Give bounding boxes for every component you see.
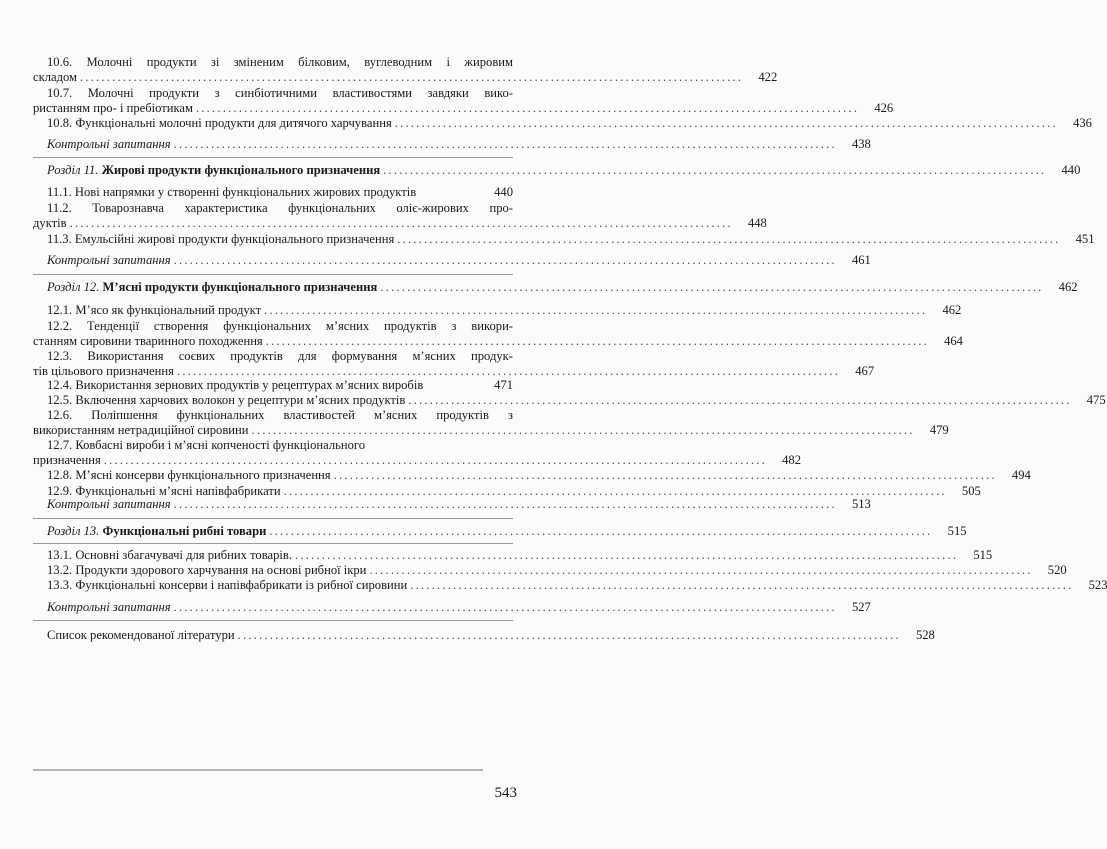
dot-leader: ............................................................................................................................ bbox=[333, 468, 997, 482]
toc-entry-questions-11[interactable] bbox=[33, 253, 871, 268]
entry-row bbox=[33, 253, 871, 268]
toc-entry-11-3[interactable] bbox=[33, 232, 1095, 247]
page-ref: 438 bbox=[851, 137, 871, 151]
entry-text-line2-row bbox=[33, 423, 949, 438]
entry-text-line1: 12.6. Поліпшення функціональних властивостей м’ясних продуктів з bbox=[47, 408, 513, 422]
toc-entry-questions-10[interactable] bbox=[33, 137, 871, 152]
toc-entry-12-8[interactable] bbox=[33, 468, 1031, 483]
chapter-row bbox=[33, 163, 1081, 178]
entry-text-line1: 12.3. Використання соєвих продуктів для формування м’ясних продук- bbox=[47, 349, 513, 363]
entry-text-line2-row bbox=[33, 101, 894, 116]
dot-leader: ............................................................................................................................ bbox=[251, 423, 915, 437]
entry-row bbox=[33, 563, 1067, 578]
entry-row bbox=[33, 578, 1107, 593]
toc-entry-10-6[interactable] bbox=[33, 55, 778, 85]
divider bbox=[33, 620, 513, 621]
entry-row bbox=[33, 393, 1106, 408]
toc-entry-12-3[interactable] bbox=[33, 349, 875, 379]
entry-row bbox=[33, 185, 513, 200]
dot-leader: ............................................................................................................................ bbox=[69, 216, 733, 230]
dot-leader: ............................................................................................................................ bbox=[173, 497, 837, 511]
toc-entry-12-6[interactable] bbox=[33, 408, 949, 438]
dot-leader: ............................................................................................................................ bbox=[237, 628, 901, 642]
toc-entry-10-7[interactable] bbox=[33, 86, 894, 116]
toc-entry-12-2[interactable] bbox=[33, 319, 963, 349]
chapter-title: М’ясні продукти функціонального призначення bbox=[102, 280, 378, 294]
footer-rule bbox=[33, 769, 483, 771]
page-ref: 440 bbox=[494, 185, 513, 199]
dot-leader: ............................................................................................................................ bbox=[380, 280, 1044, 294]
page-ref: 422 bbox=[758, 70, 778, 84]
entry-text-line1: 10.7. Молочні продукти з синбіотичними властивостями завдяки вико- bbox=[47, 86, 513, 100]
entry-text-line2: складом bbox=[33, 70, 78, 84]
entry-text-line2: дуктів bbox=[33, 216, 67, 230]
toc-entry-10-8[interactable] bbox=[33, 116, 1092, 131]
page-ref: 462 bbox=[1058, 280, 1078, 294]
page-ref: 426 bbox=[874, 101, 894, 115]
entry-row bbox=[33, 600, 871, 615]
entry-text-line1: 11.2. Товарознавча характеристика функціональних оліє-жирових про- bbox=[47, 201, 513, 215]
page-ref: 471 bbox=[494, 378, 513, 392]
chapter-heading bbox=[47, 163, 380, 178]
entry-row bbox=[33, 548, 993, 563]
dot-leader: ............................................................................................................................ bbox=[195, 101, 860, 115]
entry-row bbox=[33, 468, 1031, 483]
dot-leader: ............................................................................................................................ bbox=[410, 578, 1074, 592]
divider bbox=[33, 157, 513, 158]
toc-entry-12-7[interactable] bbox=[33, 438, 801, 468]
page-ref: 467 bbox=[855, 364, 875, 378]
toc-chapter-11[interactable] bbox=[33, 163, 1081, 178]
entry-text-line1: 10.6. Молочні продукти зі зміненим білковим, вуглеводним і жировим bbox=[47, 55, 513, 69]
divider bbox=[33, 518, 513, 519]
entry-text-line2-row bbox=[33, 334, 963, 349]
page-ref: 505 bbox=[961, 484, 981, 498]
toc-entry-12-1[interactable] bbox=[33, 303, 962, 318]
dot-leader: ............................................................................................................................ bbox=[80, 70, 744, 84]
dot-leader: ............................................................................................................................ bbox=[383, 163, 1047, 177]
divider bbox=[33, 543, 513, 544]
chapter-heading bbox=[47, 280, 377, 295]
dot-leader: ............................................................................................................................ bbox=[264, 303, 928, 317]
chapter-title: Жирові продукти функціонального призначення bbox=[101, 163, 381, 177]
page-ref: 479 bbox=[929, 423, 949, 437]
entry-row bbox=[33, 303, 962, 318]
page-ref: 464 bbox=[944, 334, 963, 348]
entry-text: 12.8. М’ясні консерви функціонального призначення bbox=[47, 468, 331, 482]
chapter-row bbox=[33, 280, 1078, 295]
page-ref: 436 bbox=[1073, 116, 1092, 130]
page-ref: 515 bbox=[947, 524, 967, 538]
entry-text: 10.8. Функціональні молочні продукти для дитячого харчування bbox=[47, 116, 392, 130]
toc-chapter-12[interactable] bbox=[33, 280, 1078, 295]
entry-text: Контрольні запитання bbox=[47, 253, 171, 267]
toc-entry-questions-13[interactable] bbox=[33, 600, 871, 615]
dot-leader: ............................................................................................................................ bbox=[176, 364, 841, 378]
entry-text: 12.5. Включення харчових волокон у рецептури м’ясних продуктів bbox=[47, 393, 406, 407]
entry-text: Контрольні запитання bbox=[47, 137, 171, 151]
entry-text: 12.9. Функціональні м’ясні напівфабрикати bbox=[47, 484, 281, 498]
entry-text: 11.1. Нові напрямки у створенні функціональних жирових продуктів bbox=[47, 185, 417, 199]
page-ref: 494 bbox=[1011, 468, 1031, 482]
entry-text: 12.4. Використання зернових продуктів у рецептурах м’ясних виробів bbox=[47, 378, 424, 392]
entry-text-line2-row bbox=[33, 216, 767, 231]
toc-entry-13-2[interactable] bbox=[33, 563, 1067, 578]
dot-leader: ............................................................................................................................ bbox=[173, 137, 837, 151]
page-ref: 482 bbox=[782, 453, 801, 467]
chapter-prefix: Розділ 11. bbox=[47, 163, 99, 177]
entry-text: 13.1. Основні збагачувачі для рибних товарів. bbox=[47, 548, 292, 562]
page-ref: 475 bbox=[1086, 393, 1106, 407]
entry-text-line1: 12.2. Тенденції створення функціональних м’ясних продуктів з викори- bbox=[47, 319, 513, 333]
toc-entry-11-1[interactable] bbox=[33, 185, 513, 200]
page-ref: 528 bbox=[915, 628, 935, 642]
page-number: 543 bbox=[494, 785, 517, 801]
dot-leader: ............................................................................................................................ bbox=[265, 334, 929, 348]
toc-chapter-13[interactable] bbox=[33, 524, 967, 539]
page-ref: 527 bbox=[851, 600, 871, 614]
entry-row bbox=[33, 137, 871, 152]
dot-leader: ............................................................................................................................ bbox=[397, 232, 1061, 246]
dot-leader: ............................................................................................................................ bbox=[283, 484, 947, 498]
entry-text: 13.2. Продукти здорового харчування на основі рибної ікри bbox=[47, 563, 367, 577]
dot-leader: ............................................................................................................................ bbox=[103, 453, 767, 467]
toc-entry-13-1[interactable] bbox=[33, 548, 993, 563]
page-ref: 520 bbox=[1047, 563, 1067, 577]
page-ref: 513 bbox=[851, 497, 871, 511]
entry-text-line2: станням сировини тваринного походження bbox=[33, 334, 263, 348]
entry-text: 12.1. М’ясо як функціональний продукт bbox=[47, 303, 262, 317]
page-ref: 448 bbox=[747, 216, 767, 230]
entry-row bbox=[33, 628, 935, 643]
entry-row bbox=[33, 378, 513, 393]
chapter-row bbox=[33, 524, 967, 539]
dot-leader: ............................................................................................................................ bbox=[269, 524, 933, 538]
page-ref: 462 bbox=[942, 303, 962, 317]
entry-text-line2: використанням нетрадиційної сировини bbox=[33, 423, 249, 437]
dot-leader: ............................................................................................................................ bbox=[408, 393, 1072, 407]
toc-entry-11-2[interactable] bbox=[33, 201, 767, 231]
toc-entry-13-3[interactable] bbox=[33, 578, 1107, 593]
entry-text-line2: ристанням про- і пребіотикам bbox=[33, 101, 193, 115]
toc-entry-12-5[interactable] bbox=[33, 393, 1106, 408]
chapter-prefix: Розділ 12. bbox=[47, 280, 100, 294]
entry-text-line2: тів цільового призначення bbox=[33, 364, 174, 378]
entry-text: 13.3. Функціональні консерви і напівфабрикати із рибної сировини bbox=[47, 578, 408, 592]
entry-text: Контрольні запитання bbox=[47, 600, 171, 614]
chapter-heading bbox=[47, 524, 266, 539]
page-ref: 451 bbox=[1075, 232, 1095, 246]
dot-leader: ............................................................................................................................ bbox=[173, 600, 837, 614]
toc-entry-12-4[interactable] bbox=[33, 378, 513, 393]
entry-text-line1: 12.7. Ковбасні вироби і м’ясні копченості функціонального bbox=[47, 438, 366, 452]
toc-entry-literature[interactable] bbox=[33, 628, 935, 643]
entry-text-line2-row bbox=[33, 453, 801, 468]
chapter-title: Функціональні рибні товари bbox=[102, 524, 267, 538]
entry-text: 11.3. Емульсійні жирові продукти функціонального призначення bbox=[47, 232, 395, 246]
dot-leader: ............................................................................................................................ bbox=[173, 253, 837, 267]
entry-row bbox=[33, 116, 1092, 131]
page-ref: 440 bbox=[1061, 163, 1081, 177]
entry-text-line2: призначення bbox=[33, 453, 101, 467]
entry-row bbox=[33, 497, 871, 512]
page-ref: 515 bbox=[973, 548, 993, 562]
page-ref: 523 bbox=[1088, 578, 1107, 592]
dot-leader: ............................................................................................................................ bbox=[394, 116, 1058, 130]
toc-entry-questions-12[interactable] bbox=[33, 497, 871, 512]
dot-leader: ............................................................................................................................ bbox=[295, 548, 959, 562]
dot-leader: ............................................................................................................................ bbox=[369, 563, 1033, 577]
entry-row bbox=[33, 232, 1095, 247]
entry-text: Список рекомендованої літератури bbox=[47, 628, 235, 642]
entry-text-line2-row bbox=[33, 364, 875, 379]
page-ref: 461 bbox=[851, 253, 871, 267]
entry-text-line2-row bbox=[33, 70, 778, 85]
entry-text: Контрольні запитання bbox=[47, 497, 171, 511]
divider bbox=[33, 274, 513, 275]
chapter-prefix: Розділ 13. bbox=[47, 524, 100, 538]
